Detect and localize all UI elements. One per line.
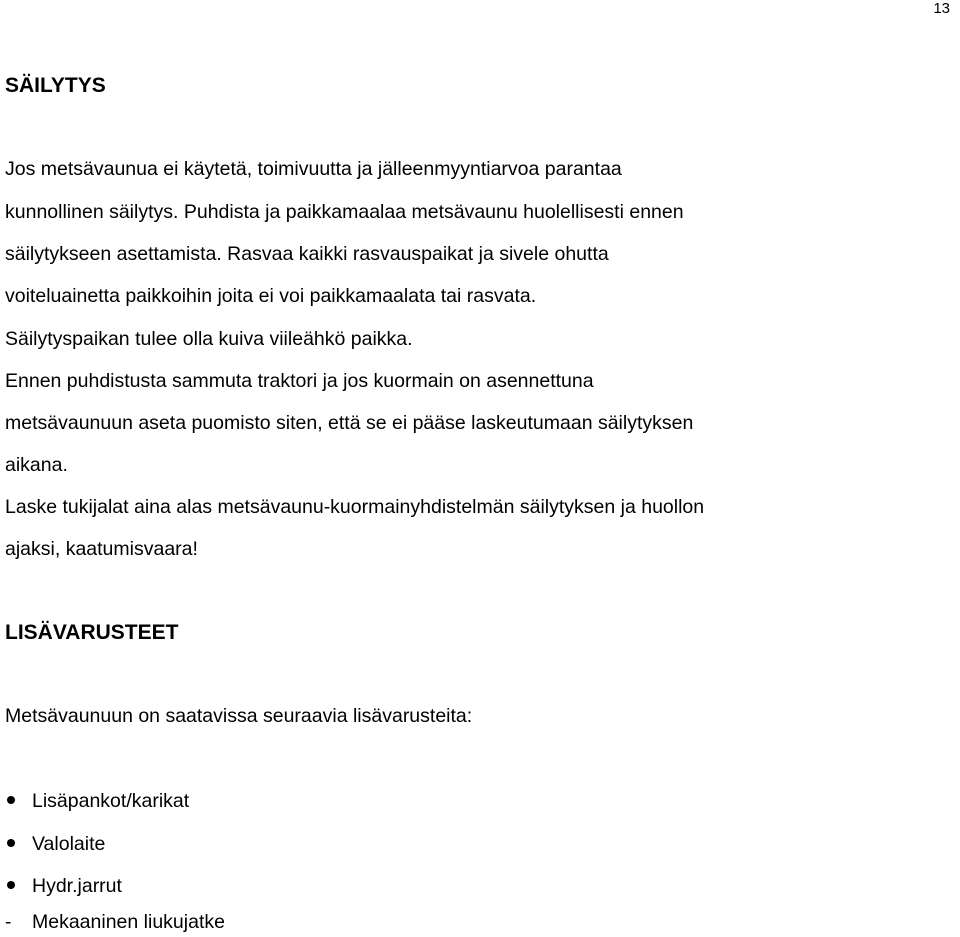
list-item-text: Valolaite (32, 833, 106, 855)
text-line: ajaksi, kaatumisvaara! (5, 538, 198, 560)
text-line: Säilytyspaikan tulee olla kuiva viileähkö paikka. (5, 328, 413, 350)
bullet-icon (5, 875, 32, 899)
list-item (5, 832, 105, 857)
page-number: 13 (933, 0, 950, 17)
text-line: metsävaunuun aseta puomisto siten, että se ei pääse laskeutumaan säilytyksen (5, 412, 694, 434)
list-item (5, 789, 189, 814)
text-line: kunnollinen säilytys. Puhdista ja paikkamaalaa metsävaunu huolellisesti ennen (5, 201, 684, 223)
list-item (5, 874, 122, 899)
dash-marker: - (5, 912, 12, 933)
section-title-lisavarusteet: LISÄVARUSTEET (5, 621, 179, 644)
list-item-text: Mekaaninen liukujatke (32, 911, 225, 933)
list-item-text: Hydr.jarrut (32, 875, 122, 897)
text-line: Ennen puhdistusta sammuta traktori ja jos kuormain on asennettuna (5, 370, 594, 392)
text-line: Laske tukijalat aina alas metsävaunu-kuormainyhdistelmän säilytyksen ja huollon (5, 496, 705, 518)
list-item (5, 910, 225, 935)
text-line: voiteluainetta paikkoihin joita ei voi paikkamaalata tai rasvata. (5, 285, 537, 307)
text-line: Jos metsävaunua ei käytetä, toimivuutta ja jälleenmyyntiarvoa parantaa (5, 158, 622, 180)
bullet-icon (5, 790, 32, 814)
text-line: säilytykseen asettamista. Rasvaa kaikki rasvauspaikat ja sivele ohutta (5, 243, 609, 265)
list-item-text: Lisäpankot/karikat (32, 790, 190, 812)
bullet-icon (5, 833, 32, 857)
accessories-intro: Metsävaunuun on saatavissa seuraavia lisävarusteita: (5, 705, 473, 727)
text-line: aikana. (5, 454, 68, 476)
section-title-sailytys: SÄILYTYS (5, 74, 106, 97)
